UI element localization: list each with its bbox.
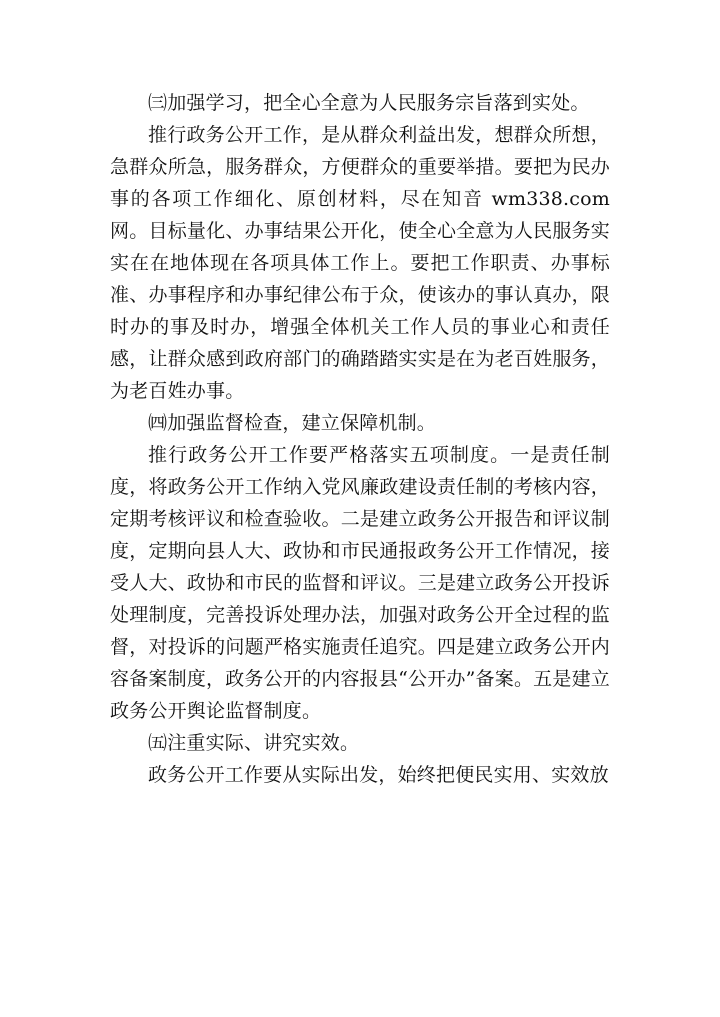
- body-paragraph-1: 推行政务公开工作，是从群众利益出发，想群众所想，急群众所急，服务群众，方便群众的重要举措。要把为民办事的各项工作细化、原创材料，尽在知音 wm338.com 网。目标量化、办事结果公开化，使全心全意为人民服务实实在在地体现在各项具体工作上。要把工作职责、办事标准、办事程序和办事纪律公布于众，使该办的事认真办，限时办的事及时办，增强全体机关工作人员的事业心和责任感，让群众感到政府部门的确踏踏实实是在为老百姓服务，为老百姓办事。: [110, 124, 610, 402]
- section-heading-5: ㈤注重实际、讲究实效。: [148, 732, 360, 754]
- document-body: [110, 87, 610, 791]
- body-paragraph-3: 政务公开工作要从实际出发，始终把便民实用、实效放: [148, 764, 609, 786]
- body-paragraph-2: 推行政务公开工作要严格落实五项制度。一是责任制度，将政务公开工作纳入党风廉政建设责任制的考核内容，定期考核评议和检查验收。二是建立政务公开报告和评议制度，定期向县人大、政协和市民通报政务公开工作情况，接受人大、政协和市民的监督和评议。三是建立政务公开投诉处理制度，完善投诉处理办法，加强对政务公开全过程的监督，对投诉的问题严格实施责任追究。四是建立政务公开内容备案制度，政务公开的内容报县“公开办”备案。五是建立政务公开舆论监督制度。: [110, 444, 610, 722]
- section-heading-4: ㈣加强监督检查，建立保障机制。: [148, 412, 437, 434]
- section-heading-3: ㈢加强学习，把全心全意为人民服务宗旨落到实处。: [148, 92, 590, 114]
